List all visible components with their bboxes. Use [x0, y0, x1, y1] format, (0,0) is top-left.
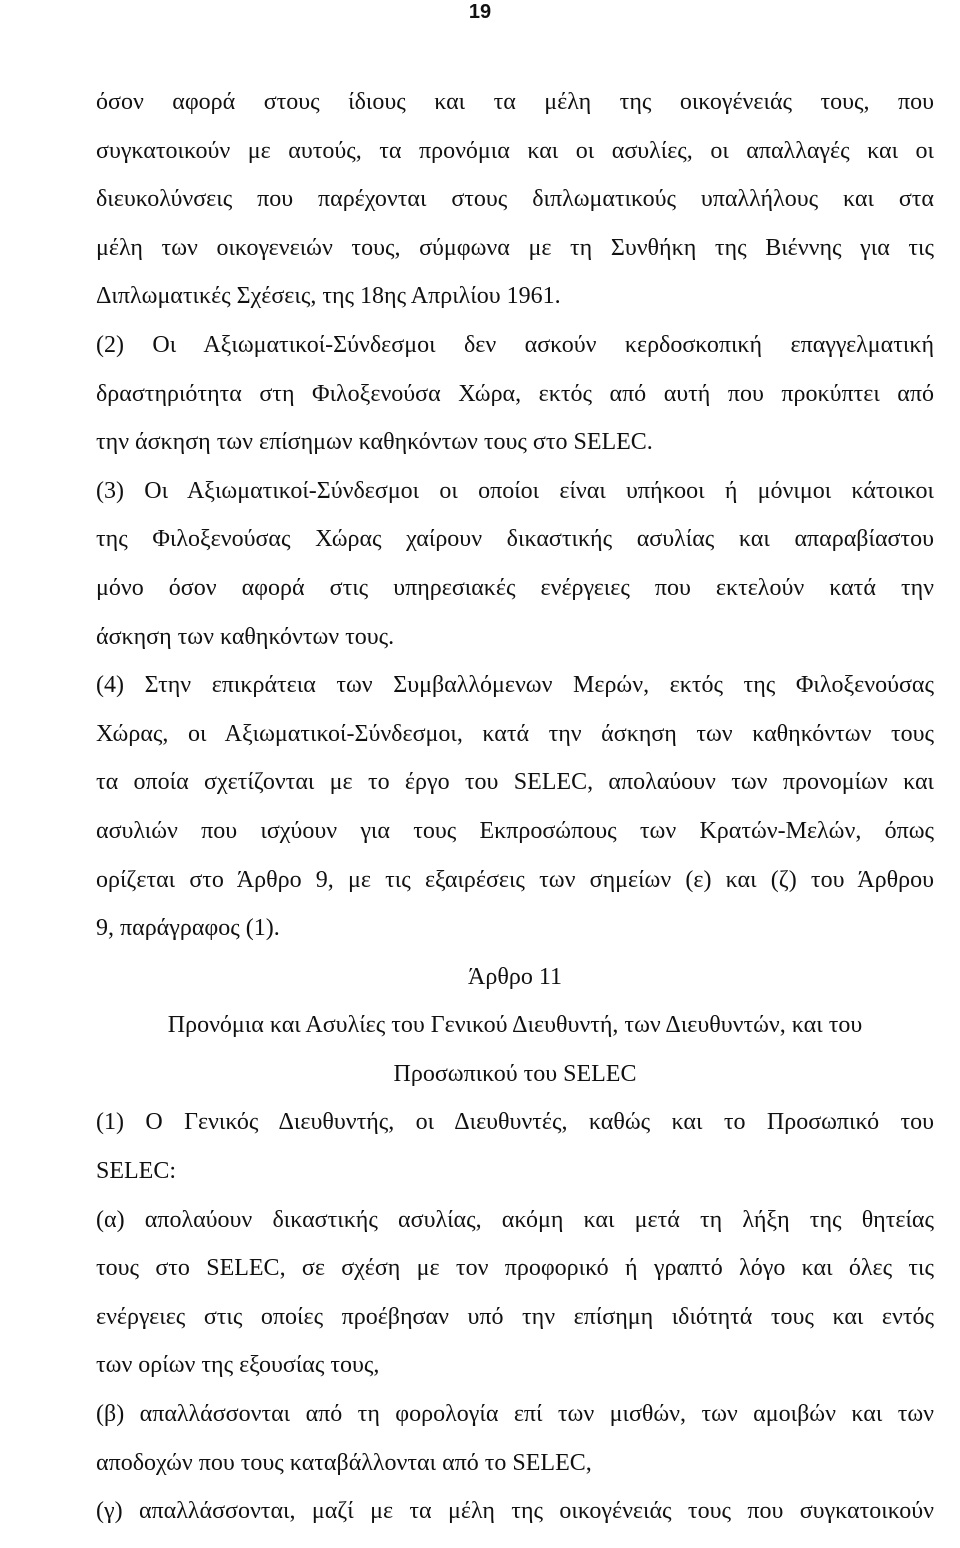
text-line: αποδοχών που τους καταβάλλονται από το SELEC,: [96, 1449, 592, 1476]
text-line: μόνο όσον αφορά στις υπηρεσιακές ενέργειες που εκτελούν κατά την: [96, 574, 934, 601]
document-body: [96, 78, 934, 1536]
text-line: (1) Ο Γενικός Διευθυντής, οι Διευθυντές, καθώς και το Προσωπικό του: [96, 1109, 934, 1136]
page-number: 19: [468, 1, 492, 23]
text-line: (4) Στην επικράτεια των Συμβαλλόμενων Μερών, εκτός της Φιλοξενούσας: [96, 672, 934, 699]
text-line: Διπλωματικές Σχέσεις, της 18ης Απριλίου 1961.: [96, 283, 561, 310]
text-line: ασυλιών που ισχύουν για τους Εκπροσώπους των Κρατών-Μελών, όπως: [96, 817, 934, 844]
text-line: διευκολύνσεις που παρέχονται στους διπλωματικούς υπαλλήλους και στα: [96, 186, 934, 213]
text-line: SELEC:: [96, 1158, 177, 1185]
text-line: δραστηριότητα στη Φιλοξενούσα Χώρα, εκτός από αυτή που προκύπτει από: [96, 380, 934, 407]
text-line: ορίζεται στο Άρθρο 9, με τις εξαιρέσεις των σημείων (ε) και (ζ) του Άρθρου: [96, 866, 934, 893]
text-line: 9, παράγραφος (1).: [96, 915, 280, 942]
text-line: όσον αφορά στους ίδιους και τα μέλη της οικογένειάς τους, που: [96, 89, 934, 115]
text-line: μέλη των οικογενειών τους, σύμφωνα με τη Συνθήκη της Βιέννης για τις: [96, 234, 934, 261]
text-line: την άσκηση των επίσημων καθηκόντων τους στο SELEC.: [96, 429, 653, 456]
text-line: (2) Οι Αξιωματικοί-Σύνδεσμοι δεν ασκούν κερδοσκοπική επαγγελματική: [96, 331, 934, 358]
text-line: συγκατοικούν με αυτούς, τα προνόμια και οι ασυλίες, οι απαλλαγές και οι: [96, 137, 934, 164]
text-line: τους στο SELEC, σε σχέση με τον προφορικό ή γραπτό λόγο και όλες τις: [96, 1255, 934, 1282]
text-line: Χώρας, οι Αξιωματικοί-Σύνδεσμοι, κατά την άσκηση των καθηκόντων τους: [96, 720, 934, 747]
text-line: (3) Οι Αξιωματικοί-Σύνδεσμοι οι οποίοι είναι υπήκοοι ή μόνιμοι κάτοικοι: [96, 477, 934, 504]
text-line: των ορίων της εξουσίας τους,: [96, 1352, 380, 1379]
text-line: τα οποία σχετίζονται με το έργο του SELEC, απολαύουν των προνομίων και: [96, 769, 934, 796]
text-line: άσκηση των καθηκόντων τους.: [96, 623, 395, 650]
heading-line: Άρθρο 11: [468, 963, 562, 990]
heading-line: Προσωπικού του SELEC: [393, 1060, 637, 1087]
text-line: (α) απολαύουν δικαστικής ασυλίας, ακόμη και μετά τη λήξη της θητείας: [96, 1206, 934, 1233]
text-line: ενέργειες στις οποίες προέβησαν υπό την επίσημη ιδιότητά τους και εντός: [96, 1303, 934, 1330]
text-line: (β) απαλλάσσονται από τη φορολογία επί των μισθών, των αμοιβών και των: [96, 1401, 934, 1428]
heading-line: Προνόμια και Ασυλίες του Γενικού Διευθυντή, των Διευθυντών, και του: [167, 1012, 863, 1039]
text-line: (γ) απαλλάσσονται, μαζί με τα μέλη της οικογένειάς τους που συγκατοικούν: [96, 1498, 934, 1525]
text-line: της Φιλοξενούσας Χώρας χαίρουν δικαστικής ασυλίας και απαραβίαστου: [96, 526, 934, 553]
